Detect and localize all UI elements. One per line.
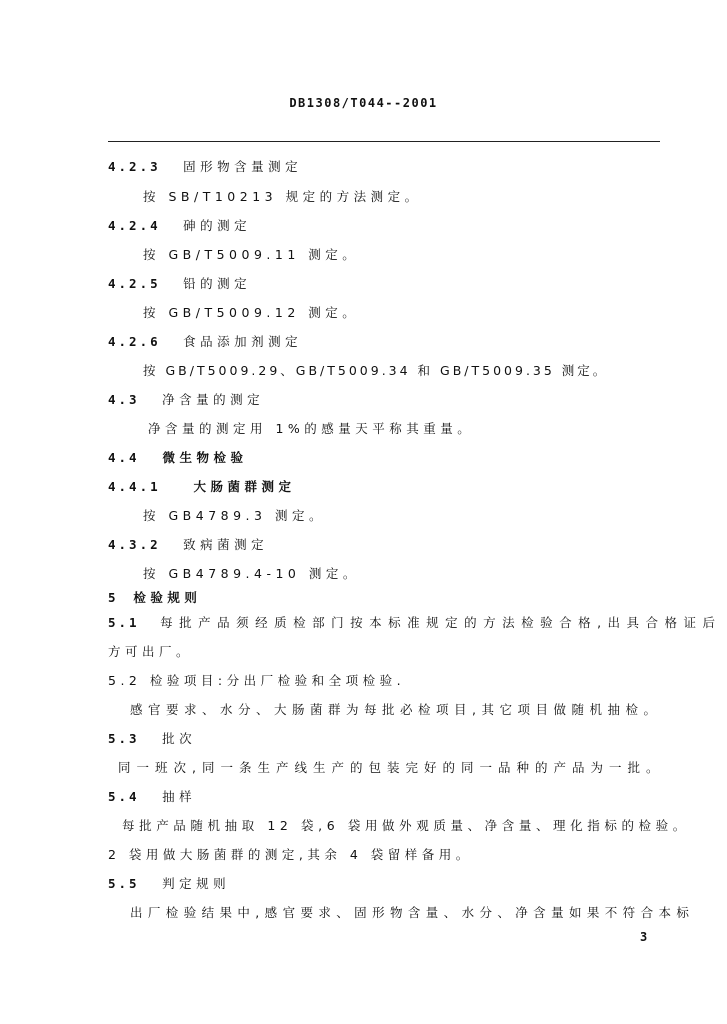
standard-code-header: DB1308/T044--2001 (289, 96, 438, 110)
section-4-2-6-heading (108, 332, 302, 350)
section-5-5-heading (108, 874, 230, 892)
section-4-2-5-heading (108, 274, 251, 292)
section-title: 铅的测定 (183, 276, 252, 291)
section-title: 检验规则 (133, 590, 202, 605)
section-title: 固形物含量测定 (183, 159, 303, 174)
header-rule (108, 141, 660, 142)
section-number: 5.4 (108, 789, 140, 804)
section-5-3-heading (108, 729, 196, 747)
section-text: 每批产品须经质检部门按本标准规定的方法检验合格,出具合格证后 (160, 615, 722, 630)
section-number: 4.3.2 (108, 537, 161, 552)
section-4-3-2-heading (108, 535, 268, 553)
section-title: 净含量的测定 (162, 392, 265, 407)
section-title: 微生物检验 (162, 450, 248, 465)
section-5-heading (108, 588, 201, 606)
section-title: 大肠菌群测定 (193, 479, 296, 494)
section-5-2-heading: 5.2 检验项目:分出厂检验和全项检验. (108, 673, 406, 688)
section-number: 5 (108, 590, 119, 605)
section-5-1-line-1 (108, 613, 722, 631)
section-number: 5.1 (108, 615, 140, 630)
section-number: 4.4.1 (108, 479, 161, 494)
section-4-2-4-heading (108, 216, 251, 234)
section-5-1-line-2: 方可出厂。 (108, 644, 194, 659)
section-5-4-heading (108, 787, 196, 805)
section-4-4-heading (108, 448, 247, 466)
section-number: 5.3 (108, 731, 140, 746)
section-title: 抽样 (162, 789, 197, 804)
section-4-2-5-body: 按 GB/T5009.12 测定。 (143, 305, 360, 320)
section-4-2-3-heading (108, 157, 302, 175)
section-4-4-1-body: 按 GB4789.3 测定。 (143, 508, 326, 523)
section-title: 致病菌测定 (183, 537, 269, 552)
section-title: 判定规则 (162, 876, 231, 891)
section-4-3-2-body: 按 GB4789.4-10 测定。 (143, 566, 360, 581)
section-5-5-body: 出厂检验结果中,感官要求、固形物含量、水分、净含量如果不符合本标 (130, 905, 695, 920)
section-4-3-heading (108, 390, 264, 408)
section-5-4-line-2: 2 袋用做大肠菌群的测定,其余 4 袋留样备用。 (108, 847, 473, 862)
section-4-3-body: 净含量的测定用 1%的感量天平称其重量。 (148, 421, 475, 436)
section-number: 4.3 (108, 392, 140, 407)
section-title: 砷的测定 (183, 218, 252, 233)
section-number: 5.5 (108, 876, 140, 891)
section-number: 4.2.3 (108, 159, 161, 174)
section-5-3-body: 同一班次,同一条生产线生产的包装完好的同一品种的产品为一批。 (118, 760, 665, 775)
section-number: 4.2.4 (108, 218, 161, 233)
section-4-4-1-heading (108, 477, 296, 495)
section-4-2-3-body: 按 SB/T10213 规定的方法测定。 (143, 189, 422, 204)
section-title: 食品添加剂测定 (183, 334, 303, 349)
section-5-2-body: 感官要求、水分、大肠菌群为每批必检项目,其它项目做随机抽检。 (130, 702, 662, 717)
section-number: 4.4 (108, 450, 140, 465)
section-4-2-4-body: 按 GB/T5009.11 测定。 (143, 247, 360, 262)
section-number: 4.2.6 (108, 334, 161, 349)
section-title: 批次 (162, 731, 197, 746)
section-4-2-6-body: 按 GB/T5009.29、GB/T5009.34 和 GB/T5009.35 测定。 (143, 363, 609, 378)
section-number: 4.2.5 (108, 276, 161, 291)
page-number: 3 (640, 930, 648, 944)
section-5-4-line-1: 每批产品随机抽取 12 袋,6 袋用做外观质量、净含量、理化指标的检验。 (122, 818, 690, 833)
